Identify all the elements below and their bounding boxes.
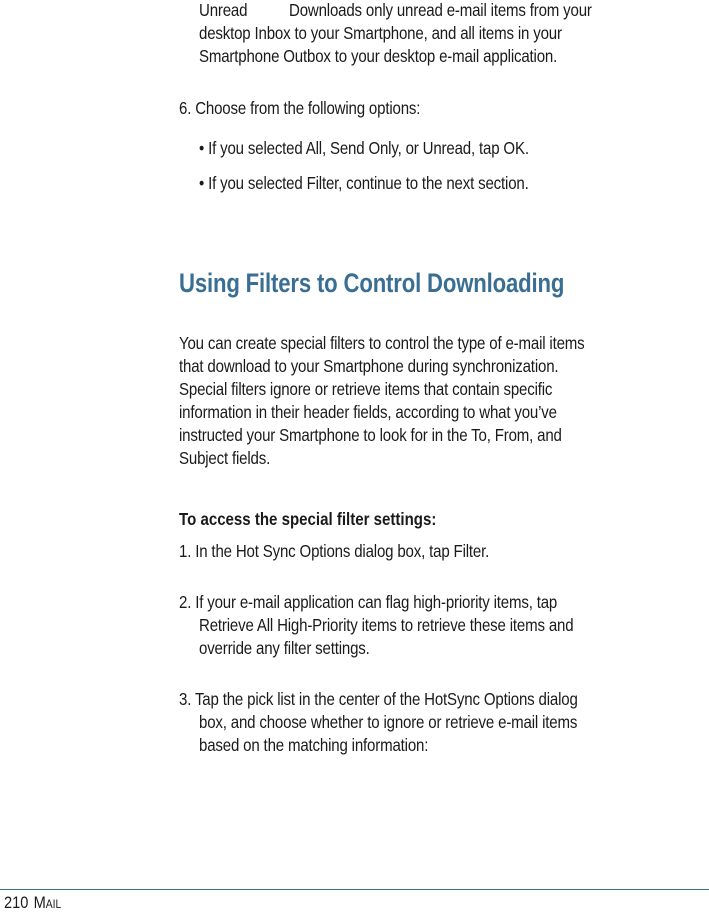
bullet-item: • If you selected All, Send Only, or Unread, tap OK.: [199, 138, 529, 158]
section-heading: Using Filters to Control Downloading: [179, 268, 565, 298]
paragraph-line: that download to your Smartphone during synchronization.: [179, 356, 559, 376]
step-line: box, and choose whether to ignore or retrieve e-mail items: [199, 712, 578, 732]
unread-definition-line: desktop Inbox to your Smartphone, and all items in your: [199, 23, 562, 43]
paragraph-line: Subject fields.: [179, 448, 271, 468]
step-1: 1. In the Hot Sync Options dialog box, tap Filter.: [179, 541, 490, 561]
step-line: Retrieve All High-Priority items to retrieve these items and: [199, 615, 574, 635]
page-footer: [4, 893, 61, 913]
step-6: 6. Choose from the following options:: [179, 98, 421, 118]
footer-rule: [0, 889, 709, 890]
step-line: 3. Tap the pick list in the center of the HotSync Options dialog: [179, 689, 578, 709]
paragraph-line: Special filters ignore or retrieve items that contain specific: [179, 379, 553, 399]
paragraph-line: instructed your Smartphone to look for in the To, From, and: [179, 425, 562, 445]
unread-definition-line: Smartphone Outbox to your desktop e-mail application.: [199, 46, 558, 66]
unread-term: Unread: [199, 0, 248, 20]
paragraph-line: information in their header fields, according to what you’ve: [179, 402, 557, 422]
step-line: based on the matching information:: [199, 735, 429, 755]
step-line: override any filter settings.: [199, 638, 370, 658]
section-name: Mail: [33, 893, 62, 912]
paragraph-line: You can create special filters to control the type of e-mail items: [179, 333, 585, 353]
procedure-subheading: To access the special filter settings:: [179, 509, 437, 529]
bullet-item: • If you selected Filter, continue to the next section.: [199, 173, 529, 193]
unread-definition-line: Downloads only unread e-mail items from your: [289, 0, 592, 20]
step-line: 2. If your e-mail application can flag high-priority items, tap: [179, 592, 558, 612]
page-number: 210: [4, 893, 29, 912]
unread-definition: [0, 0, 709, 69]
